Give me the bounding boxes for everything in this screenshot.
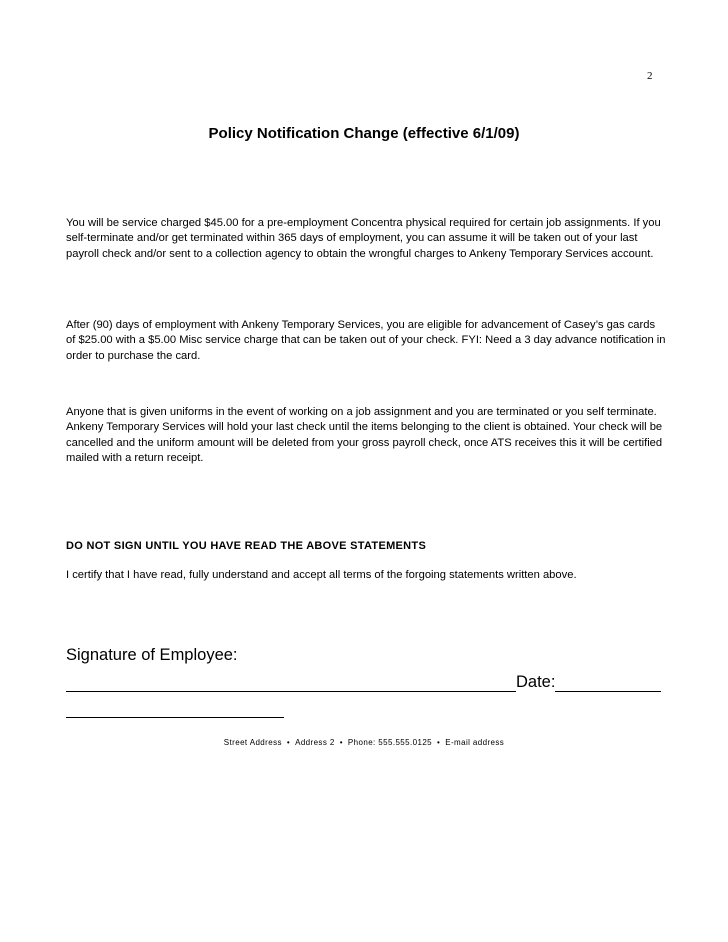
footer-email: E-mail address bbox=[445, 738, 505, 747]
signature-line-continued[interactable] bbox=[66, 700, 284, 718]
paragraph-gas-cards: After (90) days of employment with Ankeny Temporary Services, you are eligible for advancement of Casey’s gas cards of $25.00 with a $5.00 Misc service charge that can be taken out of your check. FYI: Need a 3 day advance notification in order to purchase the card. bbox=[66, 319, 666, 362]
date-line[interactable] bbox=[555, 674, 661, 692]
signature-date-row bbox=[66, 673, 661, 692]
footer-separator: • bbox=[437, 738, 441, 747]
document-title: Policy Notification Change (effective 6/1/09) bbox=[208, 125, 520, 142]
footer-separator: • bbox=[286, 738, 291, 747]
footer-street: Street Address bbox=[223, 738, 282, 747]
signature-line[interactable] bbox=[66, 674, 516, 692]
page-number: 2 bbox=[647, 70, 653, 82]
signature-label: Signature of Employee: bbox=[66, 646, 238, 664]
footer-address2: Address 2 bbox=[295, 738, 335, 747]
do-not-sign-notice: DO NOT SIGN UNTIL YOU HAVE READ THE ABOVE STATEMENTS bbox=[66, 540, 427, 552]
date-label: Date: bbox=[516, 673, 556, 691]
footer-contact bbox=[0, 738, 728, 747]
paragraph-physical-charge: You will be service charged $45.00 for a pre-employment Concentra physical required for certain job assignments. If you self-terminate and/or get terminated within 365 days of employment, you can assume it will be taken out of your last payroll check and/or sent to a collection agency to obtain the wrongful charges to Ankeny Temporary Services account. bbox=[66, 217, 661, 260]
certification-statement: I certify that I have read, fully understand and accept all terms of the forgoing statements written above. bbox=[66, 569, 577, 581]
paragraph-uniforms: Anyone that is given uniforms in the event of working on a job assignment and you are terminated or you self terminate. Ankeny Temporary Services will hold your last check until the items belonging to the client is obtained. Your check will be cancelled and the uniform amount will be deleted from your gross payroll check, once ATS receives this it will be certified mailed with a return receipt. bbox=[66, 406, 663, 464]
footer-separator: • bbox=[339, 738, 343, 747]
footer-phone: Phone: 555.555.0125 bbox=[347, 738, 433, 747]
